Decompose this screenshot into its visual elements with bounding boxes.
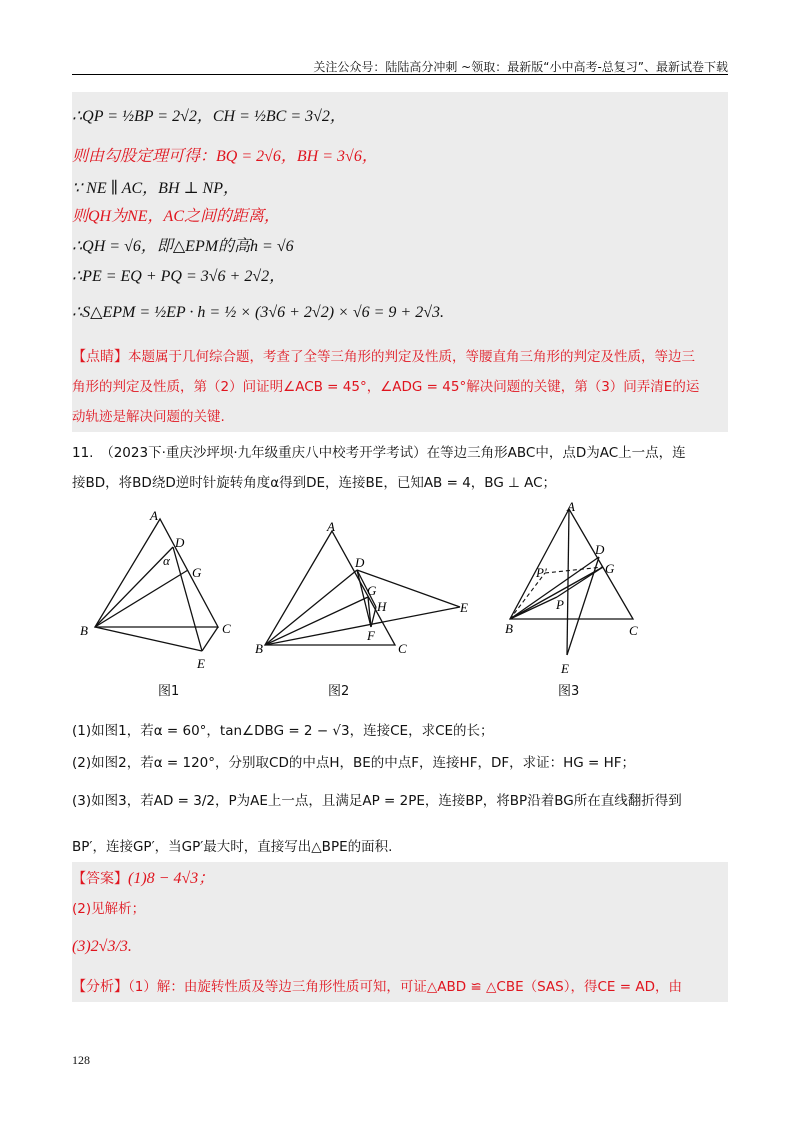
analysis-line [72,978,682,996]
fig3-label-pprime: P′ [536,565,547,580]
fig2-label-e: E [460,600,468,615]
solution-line-5: ∴QH = √6，即△EPM的高h = √6 [72,238,294,255]
fig3-label-b: B [505,621,513,636]
analysis-text: （1）解：由旋转性质及等边三角形性质可知，可证△ABD ≌ △CBE（SAS），得CE = AD，由 [128,979,682,995]
fig3-label-c: C [629,623,638,638]
fig2-label-h: H [377,599,387,614]
problem-line-1: 11. （2023下·重庆沙坪坝·九年级重庆八中校考开学考试）在等边三角形ABC中，点D为AC上一点，连 [72,445,686,461]
fig3-label-g: G [605,561,615,576]
fig2-label-d: D [355,555,365,570]
question-3b: BP′，连接GP′，当GP′最大时，直接写出△BPE的面积. [72,839,393,855]
answer-tag: 【答案】 [72,871,128,887]
fig3-label-a: A [567,499,575,514]
fig3-label-p: P [556,597,564,612]
analysis-tag: 【分析】 [72,979,128,995]
comment-line-1 [72,348,695,366]
fig2-label-c: C [398,641,407,656]
comment-line-3: 动轨迹是解决问题的关键. [72,409,225,425]
figure-3-caption: 图3 [558,684,580,699]
figure-2-caption: 图2 [328,684,350,699]
figure-2 [255,515,485,665]
fig1-label-a: A [150,508,158,523]
question-3a: (3)如图3，若AD = 3/2，P为AE上一点，且满足AP = 2PE，连接BP，将BP沿着BG所在直线翻折得到 [72,793,682,809]
page-header: 关注公众号：陆陆高分冲刺 ~领取：最新版“小中高考-总复习”、最新试卷下载 [72,58,728,75]
fig1-label-alpha: α [163,553,170,568]
question-1: (1)如图1，若α = 60°，tan∠DBG = 2 − √3，连接CE，求CE的长； [72,723,494,739]
fig2-label-b: B [255,641,263,656]
solution-line-7: ∴S△EPM = ½EP · h = ½ × (3√6 + 2√2) × √6 = 9 + 2√3. [72,304,444,321]
solution-line-4: 则QH为NE，AC之间的距离， [72,208,281,225]
fig2-label-a: A [327,519,335,534]
fig3-label-d: D [595,542,605,557]
solution-line-2: 则由勾股定理可得：BQ = 2√6，BH = 3√6， [72,148,378,165]
comment-tag: 【点睛】 [72,349,128,365]
problem-line-2: 接BD，将BD绕D逆时针旋转角度α得到DE，连接BE，已知AB = 4，BG ⊥ AC； [72,475,557,491]
comment-text-1: 本题属于几何综合题，考查了全等三角形的判定及性质，等腰直角三角形的判定及性质，等边三 [128,349,695,365]
fig1-label-e: E [197,656,205,671]
page-number: 128 [72,1053,90,1067]
fig1-label-d: D [175,535,185,550]
comment-line-2: 角形的判定及性质，第（2）问证明∠ACB = 45°，∠ADG = 45°解决问题的关键，第（3）问弄清E的运 [72,379,700,395]
figure-1 [70,505,250,675]
fig3-label-e: E [561,661,569,676]
solution-line-6: ∴PE = EQ + PQ = 3√6 + 2√2， [72,268,286,285]
fig2-label-g: G [367,583,377,598]
answer-2: (2)见解析； [72,901,146,917]
figure-3 [495,497,655,682]
fig1-label-b: B [80,623,88,638]
fig2-label-f: F [367,628,375,643]
answer-line-1 [72,870,214,888]
fig1-label-g: G [192,565,202,580]
answer-3: (3)2√3/3. [72,938,132,955]
question-2: (2)如图2，若α = 120°，分别取CD的中点H，BE的中点F，连接HF，DF，求证：HG = HF； [72,755,636,771]
solution-line-1: ∴QP = ½BP = 2√2，CH = ½BC = 3√2， [72,108,346,125]
figure-1-caption: 图1 [158,684,180,699]
solution-line-3: ∵ NE ∥ AC，BH ⊥ NP， [72,180,239,197]
answer-1: (1)8 − 4√3； [128,870,215,887]
fig1-label-c: C [222,621,231,636]
